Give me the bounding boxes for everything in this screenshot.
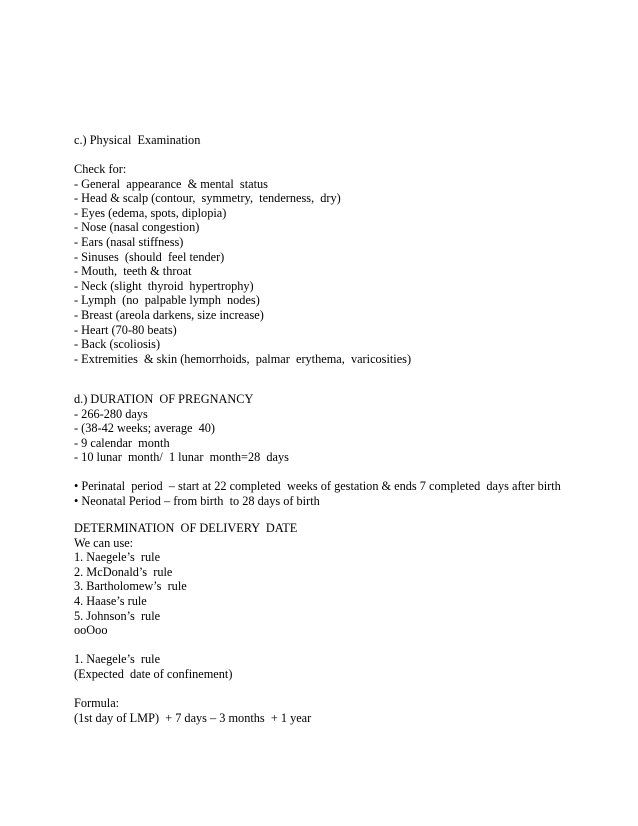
list-item: - Back (scoliosis) [74, 337, 161, 352]
period-definitions [74, 479, 561, 508]
separator-text: ooOoo [74, 623, 108, 638]
list-item: - Nose (nasal congestion) [74, 220, 200, 235]
list-item: - Sinuses (should feel tender) [74, 249, 225, 264]
list-item: - Lymph (no palpable lymph nodes) [74, 293, 260, 308]
rule-item: 5. Johnson’s rule [74, 608, 161, 623]
list-item: - 10 lunar month/ 1 lunar month=28 days [74, 450, 289, 465]
duration-section [74, 392, 289, 465]
list-item: - Heart (70-80 beats) [74, 322, 177, 337]
rule-item: 4. Haase’s rule [74, 593, 147, 608]
list-item: - 9 calendar month [74, 435, 170, 450]
list-item: - Breast (areola darkens, size increase) [74, 307, 264, 322]
list-item: - Mouth, teeth & throat [74, 264, 192, 279]
physical-exam-heading: c.) Physical Examination [74, 133, 201, 147]
check-for-label: Check for: [74, 162, 127, 176]
list-item: - Extremities & skin (hemorrhoids, palmar erythema, varicosities) [74, 351, 412, 366]
physical-exam-section [74, 133, 200, 148]
bullet-item: • Perinatal period – start at 22 completed weeks of gestation & ends 7 completed days after birth [74, 479, 561, 493]
formula-label: Formula: [74, 696, 120, 710]
list-item: - Ears (nasal stiffness) [74, 234, 184, 249]
rule-item: 3. Bartholomew’s rule [74, 579, 187, 594]
rule-item: 1. Naegele’s rule [74, 550, 161, 565]
bullet-item: • Neonatal Period – from birth to 28 days of birth [74, 493, 320, 508]
list-item: - Eyes (edema, spots, diplopia) [74, 205, 227, 220]
naegele-subtitle: (Expected date of confinement) [74, 666, 233, 681]
naegele-title: 1. Naegele’s rule [74, 652, 161, 666]
formula-text: (1st day of LMP) + 7 days – 3 months + 1 year [74, 710, 312, 725]
delivery-date-section [74, 521, 297, 638]
formula-block [74, 696, 311, 725]
we-can-use-label: We can use: [74, 535, 134, 550]
list-item: - Head & scalp (contour, symmetry, tenderness, dry) [74, 191, 341, 206]
delivery-heading: DETERMINATION OF DELIVERY DATE [74, 521, 298, 535]
physical-exam-list [74, 162, 411, 366]
list-item: - (38-42 weeks; average 40) [74, 421, 216, 436]
list-item: - General appearance & mental status [74, 176, 268, 191]
list-item: - Neck (slight thyroid hypertrophy) [74, 278, 254, 293]
list-item: - 266-280 days [74, 406, 148, 421]
duration-heading: d.) DURATION OF PREGNANCY [74, 392, 254, 406]
naegele-section [74, 652, 232, 681]
rule-item: 2. McDonald’s rule [74, 564, 173, 579]
